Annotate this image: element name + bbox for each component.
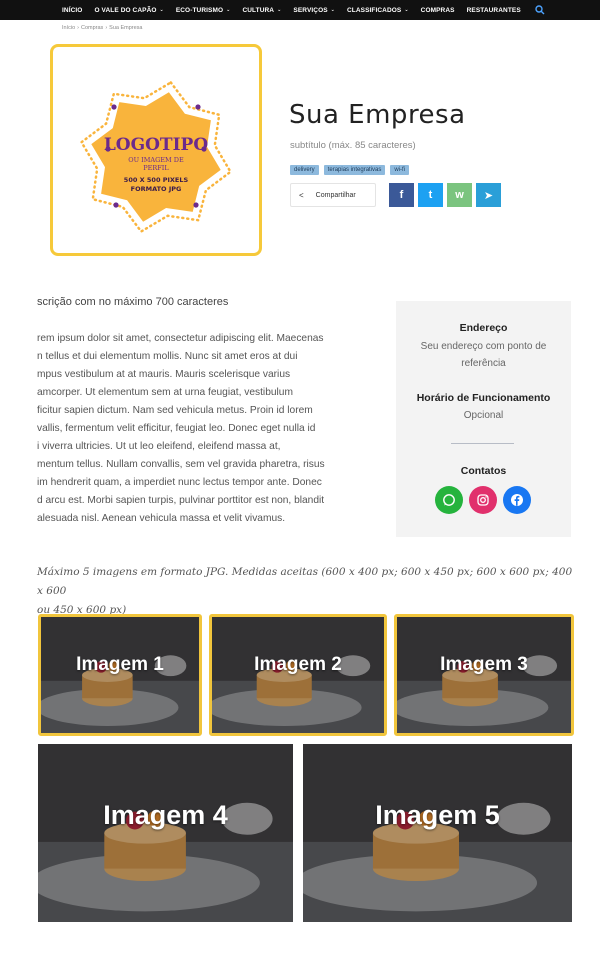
description-line: alesuada nisl. Aenean vehicula massa et velit vivamus. xyxy=(37,513,286,524)
badge-dot xyxy=(193,202,198,207)
facebook-icon xyxy=(510,493,524,507)
page-title: Sua Empresa xyxy=(289,100,466,130)
instagram-contact-button[interactable] xyxy=(469,486,497,514)
pancake-photo xyxy=(38,744,293,922)
share-icon: < xyxy=(299,190,304,200)
badge-dot xyxy=(195,104,200,109)
logo-frame xyxy=(50,44,262,256)
gallery-image-2[interactable] xyxy=(209,614,387,736)
gallery-note-line1: Máximo 5 imagens em formato JPG. Medidas aceitas (600 x 400 px; 600 x 450 px; 600 x 600 px; 400 x 600 xyxy=(37,566,573,597)
badge-dot xyxy=(113,202,118,207)
nav-item-in-cio[interactable] xyxy=(62,7,82,14)
whatsapp-icon: w xyxy=(455,189,464,201)
description-line: mpus vestibulum at at mauris. Mauris scelerisque varius xyxy=(37,369,291,380)
nav-item-label: RESTAURANTES xyxy=(466,6,521,14)
tag-delivery[interactable]: delivery xyxy=(290,165,319,175)
contacts-heading: Contatos xyxy=(460,465,507,477)
logo-badge-image xyxy=(53,47,259,253)
nav-item-eco-turismo[interactable] xyxy=(176,7,231,14)
whatsapp-icon xyxy=(442,493,456,507)
nav-item-o-vale-do-cap-o[interactable] xyxy=(94,7,163,14)
divider xyxy=(451,443,514,444)
logo-title-text: LOGOTIPO xyxy=(103,135,209,155)
hours-heading: Horário de Funcionamento xyxy=(416,392,551,404)
nav-item-servi-os[interactable] xyxy=(293,7,335,14)
page-subtitle: subtítulo (máx. 85 caracteres) xyxy=(290,140,416,151)
description-heading: scrição com no máximo 700 caracteres xyxy=(37,296,229,308)
description-line: n tellus et dui elementum mollis. Nunc sit amet eros at dui xyxy=(37,351,298,362)
whatsapp-share-button[interactable] xyxy=(447,183,472,207)
nav-item-label: INÍCIO xyxy=(62,6,83,14)
nav-item-label: COMPRAS xyxy=(420,6,455,14)
gallery-image-3[interactable] xyxy=(394,614,574,736)
logo-subtitle-text: OU IMAGEM DE xyxy=(128,156,184,164)
breadcrumb-sep: › xyxy=(105,25,108,31)
description-line: d arcu est. Morbi sapien turpis, pulvinar porttitor est non, blandit xyxy=(37,495,325,506)
whatsapp-contact-button[interactable] xyxy=(435,486,463,514)
description-line: im hendrerit quam, a imperdiet nunc lectus tempor ante. Donec xyxy=(37,477,322,488)
instagram-icon xyxy=(476,493,490,507)
description-line: vallis, fermentum velit efficitur, feugiat leo. Donec eget nulla id xyxy=(37,423,316,434)
nav-item-label: CULTURA xyxy=(242,6,275,14)
facebook-icon: f xyxy=(399,189,404,201)
twitter-share-button[interactable] xyxy=(418,183,443,207)
twitter-icon: t xyxy=(428,189,433,201)
search-icon[interactable] xyxy=(535,5,545,15)
nav-item-restaurantes[interactable] xyxy=(467,7,521,14)
top-nav xyxy=(0,0,600,20)
telegram-share-button[interactable] xyxy=(476,183,501,207)
chevron-down-icon: ⌄ xyxy=(277,7,282,13)
gallery-image-label: Imagem 3 xyxy=(440,653,528,675)
address-line1: Seu endereço com ponto de xyxy=(420,341,547,352)
tag-terapias[interactable]: terapias integrativas xyxy=(324,165,386,175)
breadcrumb xyxy=(62,25,142,31)
chevron-down-icon: ⌄ xyxy=(159,7,164,13)
facebook-contact-button[interactable] xyxy=(503,486,531,514)
facebook-share-button[interactable] xyxy=(389,183,414,207)
logo-subtitle2-text: PERFIL xyxy=(143,164,169,172)
telegram-icon: ➤ xyxy=(483,189,494,202)
description-line: amcorper. Ut elementum sem at urna feugiat, vestibulum xyxy=(37,387,293,398)
gallery-image-label: Imagem 2 xyxy=(254,653,342,675)
description-line: i viverra ultricies. Ut ut leo eleifend, eleifend massa at, xyxy=(37,441,281,452)
hours-value: Opcional xyxy=(463,410,504,421)
breadcrumb-compras[interactable]: Compras xyxy=(81,25,104,31)
chevron-down-icon: ⌄ xyxy=(226,7,231,13)
breadcrumb-home[interactable]: Início xyxy=(62,25,76,31)
breadcrumb-sep: › xyxy=(77,25,79,31)
gallery-image-4[interactable] xyxy=(38,744,293,922)
tag-list xyxy=(290,165,409,175)
description-line: ficitur sapien dictum. Nam sed vehicula metus. Proin id lorem xyxy=(37,405,313,416)
logo-size-text: 500 X 500 PIXELS xyxy=(123,176,189,184)
gallery-image-label: Imagem 5 xyxy=(375,799,500,830)
gallery-image-1[interactable] xyxy=(38,614,202,736)
gallery-note xyxy=(37,563,577,620)
nav-item-label: SERVIÇOS xyxy=(293,6,328,14)
gallery-image-5[interactable] xyxy=(303,744,572,922)
address-line2: referência xyxy=(461,358,506,369)
description-body xyxy=(37,330,370,528)
share-button[interactable] xyxy=(290,183,376,207)
gallery-image-label: Imagem 1 xyxy=(76,653,164,675)
breadcrumb-current: Sua Empresa xyxy=(109,25,143,31)
gallery-note-line2: ou 450 x 600 px) xyxy=(37,604,127,616)
gallery-image-label: Imagem 4 xyxy=(103,799,228,830)
pancake-photo xyxy=(303,744,572,922)
nav-item-label: ECO-TURISMO xyxy=(175,6,224,14)
tag-wifi[interactable]: wi-fi xyxy=(390,165,409,175)
address-heading: Endereço xyxy=(459,322,508,334)
logo-format-text: FORMATO JPG xyxy=(130,185,182,193)
chevron-down-icon: ⌄ xyxy=(330,7,335,13)
share-label: Compartilhar xyxy=(315,191,356,199)
nav-item-compras[interactable] xyxy=(421,7,455,14)
description-line: mentum tellus. Nullam convallis, sem vel gravida pharetra, risus xyxy=(37,459,325,470)
nav-item-classificados[interactable] xyxy=(347,7,409,14)
chevron-down-icon: ⌄ xyxy=(404,7,409,13)
nav-item-cultura[interactable] xyxy=(242,7,281,14)
nav-item-label: O VALE DO CAPÃO xyxy=(94,6,157,14)
description-line: rem ipsum dolor sit amet, consectetur adipiscing elit. Maecenas xyxy=(37,333,324,344)
nav-item-label: CLASSIFICADOS xyxy=(346,6,402,14)
badge-dot xyxy=(111,104,116,109)
